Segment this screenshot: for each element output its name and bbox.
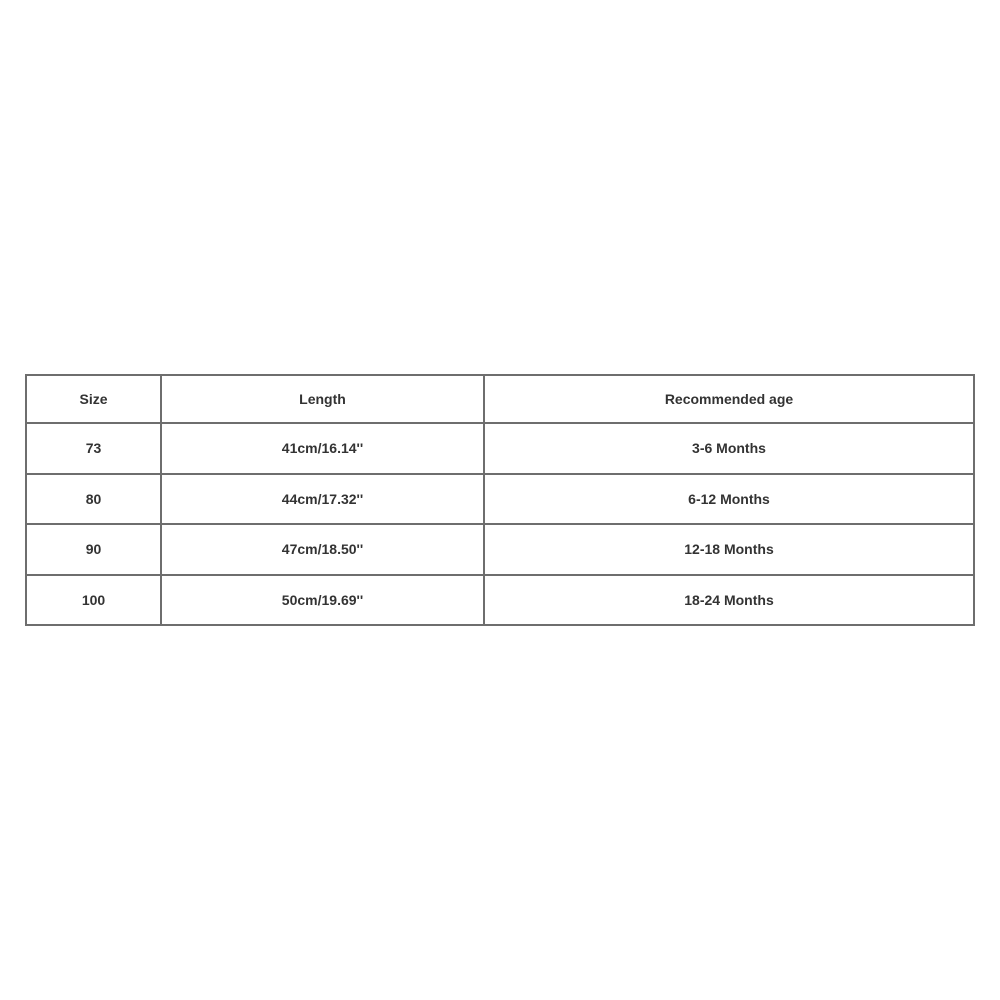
- recommended-age-cell: 3-6 Months: [484, 423, 974, 474]
- recommended-age-cell: 6-12 Months: [484, 474, 974, 525]
- length-cell: 50cm/19.69'': [161, 575, 484, 626]
- size-cell: 100: [26, 575, 161, 626]
- recommended-age-cell: 18-24 Months: [484, 575, 974, 626]
- table-header-row: [26, 375, 974, 423]
- size-cell: 73: [26, 423, 161, 474]
- table-row: [26, 575, 974, 626]
- table-row: [26, 524, 974, 575]
- size-cell: 80: [26, 474, 161, 525]
- length-column-header: Length: [161, 375, 484, 423]
- length-cell: 41cm/16.14'': [161, 423, 484, 474]
- table-row: [26, 474, 974, 525]
- size-cell: 90: [26, 524, 161, 575]
- length-cell: 47cm/18.50'': [161, 524, 484, 575]
- size-column-header: Size: [26, 375, 161, 423]
- table-row: [26, 423, 974, 474]
- length-cell: 44cm/17.32'': [161, 474, 484, 525]
- recommended-age-column-header: Recommended age: [484, 375, 974, 423]
- size-chart-table: [25, 374, 975, 626]
- recommended-age-cell: 12-18 Months: [484, 524, 974, 575]
